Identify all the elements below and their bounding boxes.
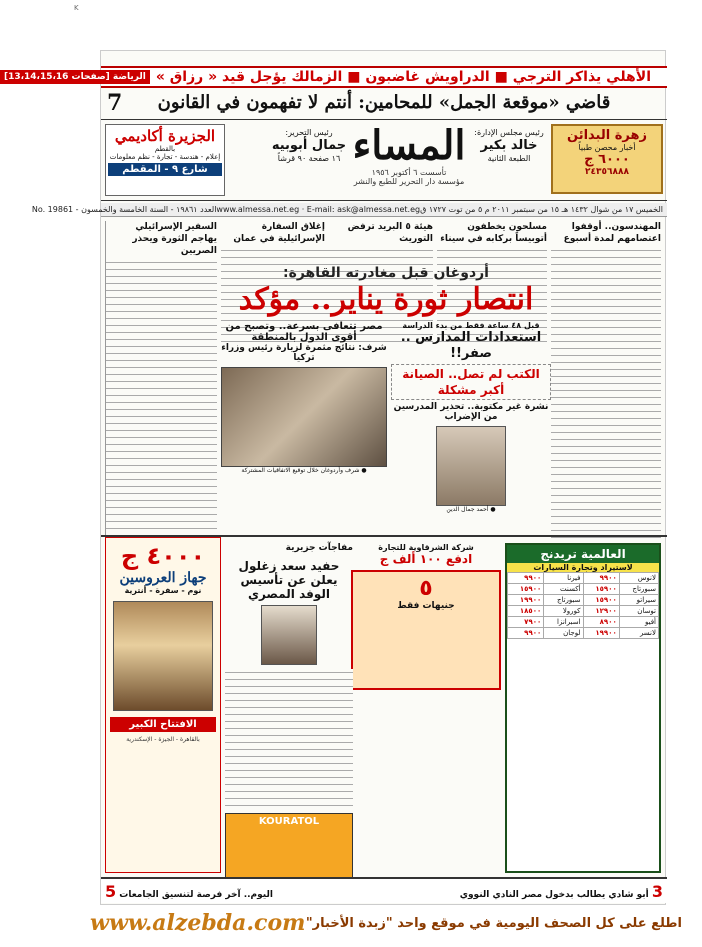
table-row [508, 606, 659, 617]
ad-sharqawia[interactable] [351, 543, 501, 873]
editor-name: جمال أبوبيه [271, 138, 347, 153]
story-schools-sub: الكتب لم تصل.. الصيانة أكبر مشكلة [391, 364, 551, 400]
masthead-row [101, 119, 667, 201]
table-cell: لوجان [544, 628, 583, 639]
ad-zahra-title: زهرة البدائن [567, 128, 647, 143]
editor-block [269, 126, 349, 165]
table-row [508, 584, 659, 595]
table-cell: ١٢٩٠٠ [583, 606, 619, 617]
bottom-left-page: 5 [105, 881, 117, 901]
watermark-tagline: اطلع على كل الصحف اليومية في موقع واحد "زبدة الأخبار" [305, 916, 682, 931]
issue-number: العدد ١٩٨٦١ - السنة الخامسة والخمسون - No. 19861 [31, 205, 217, 214]
sports-tag: الرياضة [صفحات 13،14،15،16] [0, 70, 150, 84]
lead-story-headline[interactable] [221, 265, 551, 319]
ad-cars[interactable] [505, 543, 661, 873]
ad-zahra-phone: ٢٤٣٥٦٨٨٨ [585, 167, 629, 177]
table-row [508, 573, 659, 584]
story-egypt-turkey[interactable] [221, 321, 387, 531]
story-schools-kicker: قبل ٤٨ ساعة فقط من بدء الدراسة [402, 321, 540, 330]
bottom-right-item[interactable] [460, 882, 663, 901]
table-cell: فيرنا [544, 573, 583, 584]
lead-headline: انتصار ثورة يناير.. مؤكد [238, 282, 534, 317]
table-cell: لانوس [619, 573, 658, 584]
story-egypt-sub: شرف: نتائج مثمرة لزيارة رئيس وزراء تركيا [221, 343, 387, 363]
ad-sharqawia-offer: ادفع ١٠٠ ألف ج [379, 552, 473, 566]
portrait-photo [261, 605, 317, 665]
bottom-right-text: أبو شادي يطالب بدخول مصر النادي النووي [459, 889, 649, 900]
ad-furniture-title: جهاز العروسين [119, 570, 207, 586]
ad-kouratol[interactable]: KOURATOL [225, 813, 353, 883]
signing-photo [221, 367, 387, 467]
watermark-url[interactable]: www.alzebda.com [90, 910, 306, 936]
table-cell: ٩٩٠٠ [508, 628, 544, 639]
ad-zahra-line: أخبار محصن طبياً [578, 143, 636, 152]
publisher-line: مؤسسة دار التحرير للطبع والنشر [353, 177, 465, 186]
editor-label: رئيس التحرير: [285, 128, 333, 137]
column-post-head[interactable]: هيئة ٥ البريد ترفض التوريث [347, 222, 433, 244]
ad-zahra[interactable] [551, 124, 663, 194]
ad-jazeera-sub: بالقطم [154, 145, 176, 153]
column-text [225, 669, 353, 809]
furniture-photo [113, 601, 213, 711]
table-cell: ١٥٩٠٠ [583, 584, 619, 595]
story-wafd-headline: حفيد سعد زغلول يعلن عن تأسيس الوفد المصري [238, 559, 340, 601]
column-ambassador-head[interactable]: السفير الإسرائيلي يهاجم الثورة ويحذر الصريين [132, 222, 217, 256]
table-cell: توسان [619, 606, 658, 617]
table-cell: ٩٩٠٠ [508, 573, 544, 584]
column-engineers-head[interactable]: المهندسون.. أوقفوا اعتصامهم لمدة أسبوع [563, 222, 661, 244]
newspaper-page [3, 50, 666, 905]
secondary-headline-text: قاضي «موقعة الجمل» للمحامين: أنتم لا تفهمون في القانون [157, 92, 611, 113]
ad-furniture-sub: نوم - سفرة - أنترية [124, 586, 202, 595]
ad-cars-title: العالمية تريدنج [507, 545, 659, 563]
portrait-photo [436, 426, 506, 506]
ad-furniture[interactable] [105, 537, 221, 873]
ad-jazeera-academy[interactable] [105, 124, 225, 196]
table-cell: ١٩٩٠٠ [583, 628, 619, 639]
column-embassy-head[interactable]: إغلاق السفارة الإسرائيلية في عمان [233, 222, 325, 244]
ad-jazeera-title: الجزيرة أكاديمي [114, 127, 216, 145]
secondary-headline [101, 91, 667, 115]
story-schools-headline: استعدادات المدارس .. صفر!! [400, 330, 542, 361]
bottom-left-item[interactable] [105, 882, 273, 901]
bottom-right-page: 3 [651, 881, 663, 901]
column-sinai-head[interactable]: مسلحون يخطفون أتوبيساً بركابه في سيناء [440, 222, 547, 244]
lead-kicker: أردوغان قبل مغادرته القاهرة: [282, 265, 489, 281]
table-row [508, 628, 659, 639]
photo-caption: ● أحمد جمال الدين [446, 506, 496, 513]
table-cell: اسبرانزا [544, 617, 583, 628]
story-wafd[interactable] [225, 543, 353, 873]
newspaper-logo: المساء [352, 122, 466, 169]
story-egypt-headline: مصر تتعافى بسرعة.. وتصبح من أقوى الدول بالمنطقة [225, 321, 383, 343]
table-cell: سبورتاج [619, 584, 658, 595]
ribbon-headline: الأهلي يذاكر الترجي ■ الدراويش غاضبون ■ الزمالك يؤجل قيد « رزاق » [155, 69, 651, 85]
secondary-headline-page: 7 [107, 90, 123, 116]
dateline [31, 203, 667, 217]
table-cell: لانسر [619, 628, 658, 639]
chairman-label: رئيس مجلس الإدارة: [474, 128, 544, 137]
ad-sharqawia-text: جنيهات فقط [397, 601, 455, 611]
ad-furniture-address: بالقاهرة - الجيزة - الإسكندرية [126, 736, 200, 743]
ad-cars-sub: لاستيراد وتجارة السيارات [507, 563, 659, 572]
ad-sharqawia-header: شركة الشرقاوية للتجارة [378, 543, 474, 552]
table-cell: سبورتاج [544, 595, 583, 606]
price-table [507, 572, 659, 639]
top-ribbon [3, 66, 667, 88]
table-cell: سيراتو [619, 595, 658, 606]
bottom-strip [101, 877, 667, 903]
founded-line: تأسست ٦ أكتوبر ١٩٥٦ [371, 168, 447, 177]
chairman-block [469, 126, 549, 165]
story-schools[interactable] [391, 321, 551, 531]
ad-jazeera-line: إعلام - هندسة - تجارة - نظم معلومات [109, 153, 221, 161]
table-cell: أفيو [619, 617, 658, 628]
story-wafd-kicker: مفاجآت جزيرية [285, 543, 353, 553]
watermark-footer [70, 906, 702, 947]
ad-furniture-price: ٤٠٠٠ ج [120, 542, 206, 570]
corner-mark: K [74, 4, 79, 12]
table-row [508, 595, 659, 606]
table-cell: ١٥٩٠٠ [583, 595, 619, 606]
table-row [508, 617, 659, 628]
ad-jazeera-bar: شارع ٩ - المقطم [108, 163, 222, 176]
edition-label: الطبعة الثانية [487, 154, 531, 163]
bottom-left-text: اليوم.. آخر فرصة لتنسيق الجامعات [119, 889, 273, 900]
table-cell: ٨٩٠٠ [583, 617, 619, 628]
table-cell: ١٨٥٠٠ [508, 606, 544, 617]
price-label: ١٦ صفحة ٩٠ قرشاً [277, 154, 341, 163]
ad-sharqawia-num: ٥ [419, 576, 433, 601]
issue-date: الخميس ١٧ من شوال ١٤٣٢ هـ ١٥ من سبتمبر ٢٠١١ م ٥ من توت ١٧٢٧ ق [420, 205, 663, 214]
ad-sharqawia-box [351, 570, 501, 690]
table-cell: ١٩٩٠٠ [508, 595, 544, 606]
site-link[interactable]: www.almessa.net.eg · E-mail: ask@almessa.net.eg [216, 205, 421, 214]
photo-caption: ● شرف وأردوغان خلال توقيع الاتفاقيات المشتركة [241, 467, 367, 474]
chairman-name: خالد بكير [480, 138, 538, 153]
table-cell: ٩٩٠٠ [583, 573, 619, 584]
table-cell: ٧٩٠٠ [508, 617, 544, 628]
table-cell: ١٥٩٠٠ [508, 584, 544, 595]
ad-furniture-brand: الافتتاح الكبير [110, 717, 216, 732]
table-cell: كورولا [544, 606, 583, 617]
ad-zahra-price: ٦٠٠٠ ج [584, 152, 630, 167]
table-cell: أكسنت [544, 584, 583, 595]
masthead [269, 124, 549, 198]
story-schools-sub2: نشرة غير مكتوبة.. تحذير المدرسين من الإضراب [393, 402, 549, 422]
